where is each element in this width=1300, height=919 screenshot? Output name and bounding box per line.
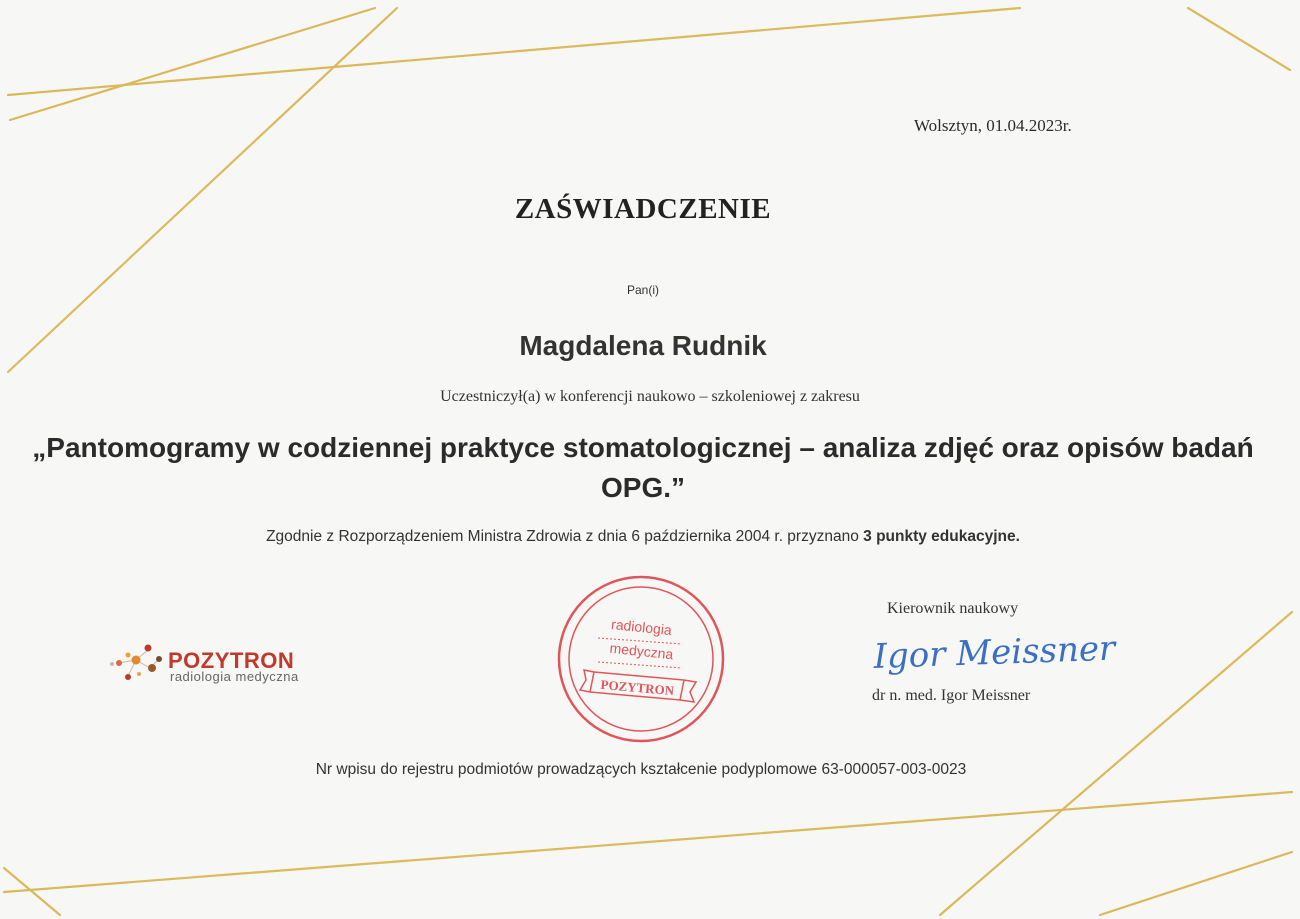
logo-subtitle: radiologia medyczna (170, 669, 299, 684)
logo-name: POZYTRON (168, 648, 295, 673)
stamp-banner: POZYTRON (600, 676, 675, 699)
organization-stamp (556, 574, 726, 744)
handwritten-signature (868, 622, 1116, 682)
molecule-icon (106, 638, 166, 688)
salutation: Pan(i) (626, 283, 659, 297)
certificate-title: ZAŚWIADCZENIE (514, 193, 772, 225)
participation-text: Uczestniczył(a) w konferencji naukowo – szkoleniowej z zakresu (440, 388, 860, 405)
supervisor-label: Kierownik naukowy (887, 600, 1019, 617)
signature-text: Igor Meissner (872, 628, 1116, 677)
pozytron-logo (106, 638, 356, 688)
stamp-line-2: medyczna (608, 639, 675, 663)
supervisor-name: dr n. med. Igor Meissner (872, 687, 1031, 704)
place-date: Wolsztyn, 01.04.2023r. (914, 116, 1072, 135)
stamp-line-1: radiologia (610, 615, 673, 639)
points-statement (0, 528, 1286, 546)
points-text: Zgodnie z Rozporządzeniem Ministra Zdrowia z dnia 6 października 2004 r. przyznano (266, 528, 859, 545)
points-value: 3 punkty edukacyjne. (863, 528, 1020, 545)
participant-name: Magdalena Rudnik (519, 330, 767, 361)
register-number: Nr wpisu do rejestru podmiotów prowadzących kształcenie podyplomowe 63-000057-003-0023 (315, 761, 967, 778)
course-title: „Pantomogramy w codziennej praktyce stomatologicznej – analiza zdjęć oraz opisów badań OPG.” (32, 432, 1254, 503)
